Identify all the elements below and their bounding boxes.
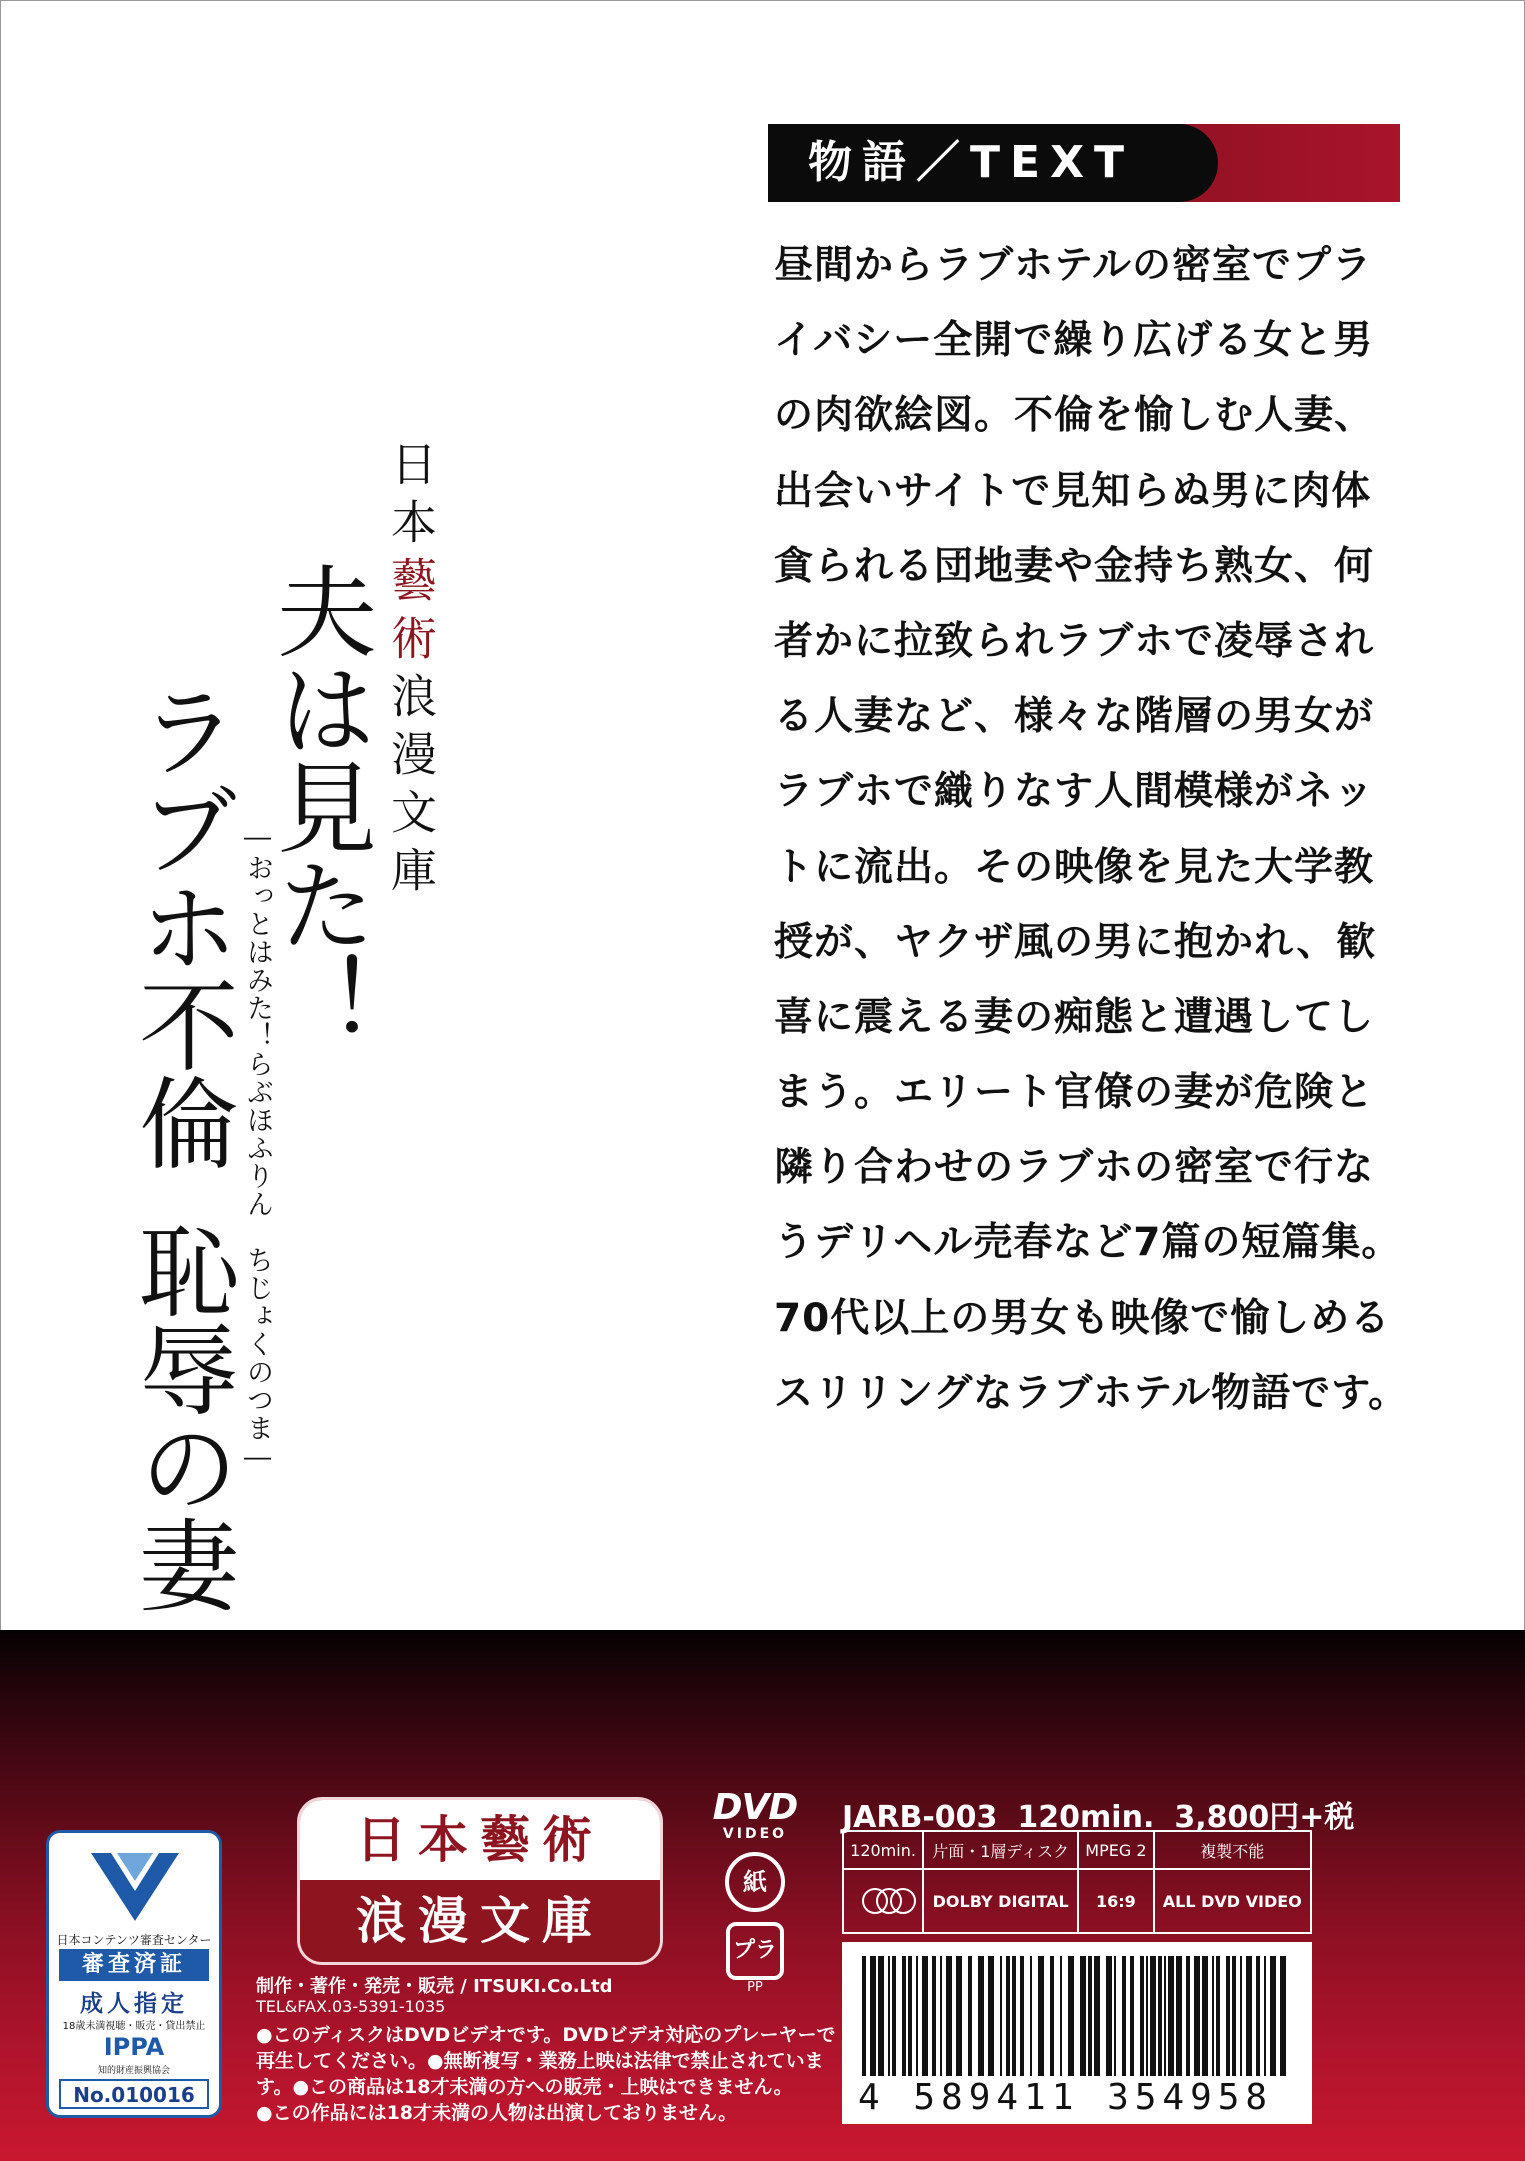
- spec-cell: 120min.: [843, 1831, 923, 1869]
- publisher-logo-bottom: 浪漫文庫: [300, 1880, 660, 1962]
- plastic-recycle-icon: プラ: [726, 1922, 784, 1980]
- ippa-logo: IPPA: [103, 2033, 165, 2061]
- ippa-sub: 知的財産振興協会: [97, 2066, 170, 2076]
- rating-approved: 審査済証: [59, 1949, 209, 1981]
- dolby-digital-icon: DOLBY DIGITAL: [923, 1869, 1078, 1933]
- publisher-logo-top: 日本藝術: [300, 1800, 660, 1880]
- dvd-logo-icon: DVD: [712, 1787, 798, 1828]
- story-line: 喜に震える妻の痴態と遭遇してし: [774, 994, 1375, 1040]
- barcode: [842, 1942, 1312, 2124]
- story-line: 70代以上の男女も映像で愉しめる: [774, 1295, 1391, 1341]
- paper-recycle-icon: 紙: [725, 1852, 785, 1912]
- notice-line: ●このディスクはDVDビデオです。DVDビデオ対応のプレーヤーで再生してください。●無断複写・業務上映は法律で禁止されています。●この商品は18才未満の方への販売・上映はできません。: [256, 2024, 836, 2098]
- story-text: [774, 228, 1434, 1431]
- story-line: まう。エリート官僚の妻が危険と: [774, 1070, 1375, 1116]
- region-dvd-icon: ALL DVD VIDEO: [1154, 1869, 1311, 1933]
- rating-adult: 成人指定: [80, 1991, 188, 2017]
- story-header-label: 物語／TEXT: [768, 124, 1218, 202]
- spec-cell: 片面・1層ディスク: [923, 1831, 1078, 1869]
- story-line: ラブホで織りなす人間模様がネッ: [774, 769, 1375, 815]
- notice-line: ●この作品には18才未満の人物は出演しておりません。: [256, 2102, 738, 2124]
- title-line-1: 夫は見た！: [260, 560, 377, 1050]
- story-line: 授が、ヤクザ風の男に抱かれ、歓: [774, 919, 1377, 965]
- story-line: 昼間からラブホテルの密室でプラ: [774, 243, 1373, 288]
- story-line: 貪られる団地妻や金持ち熟女、何: [774, 543, 1375, 589]
- title-line-2: [122, 680, 239, 1612]
- runtime: 120min.: [1017, 1800, 1155, 1835]
- spec-cell: MPEG 2: [1078, 1831, 1153, 1869]
- story-line: の肉欲絵図。不倫を愉しむ人妻、: [774, 393, 1375, 439]
- aspect-ratio-icon: 16:9: [1078, 1869, 1153, 1933]
- spec-table: [842, 1830, 1312, 1934]
- story-line: イバシー全開で繰り広げる女と男: [774, 318, 1374, 364]
- title-reading: ―おっとはみた！らぶほふりん ちじょくのつま―: [242, 822, 273, 1474]
- rating-org: 日本コンテンツ審査センター: [56, 1933, 212, 1947]
- disc-count-icon: [843, 1869, 923, 1933]
- title-line-2b: 恥辱の妻: [122, 1220, 239, 1612]
- series-name-red: 藝術: [384, 556, 438, 672]
- format-icons: [710, 1787, 800, 1995]
- story-line: 出会いサイトで見知らぬ男に肉体: [774, 468, 1372, 514]
- story-line: 者かに拉致られラブホで凌辱され: [774, 618, 1375, 664]
- story-line: スリリングなラブホテル物語です。: [774, 1370, 1409, 1416]
- series-name: 日本藝術浪漫文庫: [384, 440, 438, 904]
- rating-number: No.010016: [59, 2079, 209, 2109]
- rating-ban: 18歳未満視聴・販売・貸出禁止: [62, 2021, 206, 2032]
- story-line: トに流出。その映像を見た大学教: [774, 844, 1375, 890]
- barcode-bars-icon: [862, 1956, 1292, 2076]
- product-code: JARB-003: [842, 1800, 998, 1835]
- publisher-credit: 制作・著作・発売・販売 / ITSUKI.Co.Ltd: [256, 1976, 613, 1997]
- barcode-number: 4 589411 354958: [858, 2077, 1274, 2118]
- dvd-video-label: VIDEO: [722, 1826, 788, 1842]
- price: 3,800円+税: [1174, 1800, 1355, 1835]
- story-header: [768, 124, 1400, 202]
- rating-badge: [46, 1830, 222, 2118]
- pp-label: PP: [747, 1980, 763, 1995]
- legal-notice: [256, 2022, 846, 2126]
- story-line: 隣り合わせのラブホの密室で行な: [774, 1145, 1375, 1191]
- publisher-logo: [300, 1800, 660, 1962]
- spec-cell: 複製不能: [1154, 1831, 1311, 1869]
- publisher-tel: TEL&FAX.03-5391-1035: [256, 1997, 446, 2016]
- rating-v-logo-icon: [87, 1847, 183, 1927]
- title-line-2a: ラブホ不倫: [122, 680, 239, 1170]
- story-line: うデリヘル売春など7篇の短篇集。: [774, 1220, 1402, 1266]
- story-line: る人妻など、様々な階層の男女が: [774, 694, 1375, 740]
